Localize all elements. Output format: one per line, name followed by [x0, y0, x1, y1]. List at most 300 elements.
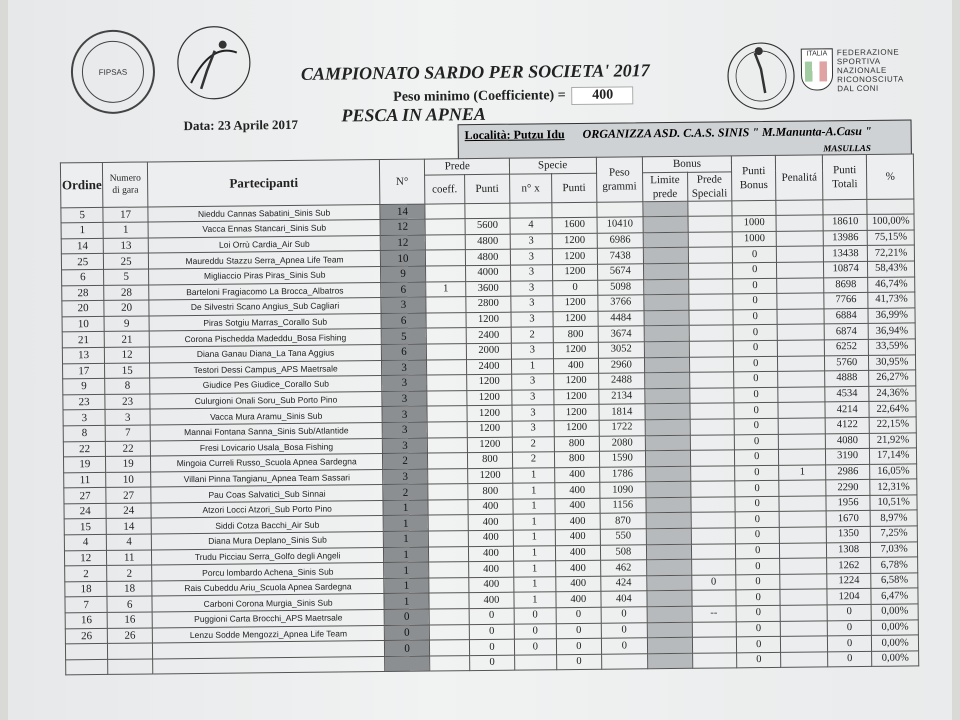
- col-prede: Prede: [424, 158, 509, 174]
- cell-team: Trudu Picciau Serra_Golfo degli Angeli: [151, 547, 384, 565]
- cell-limite: [646, 482, 691, 498]
- cell-totali: 1224: [827, 573, 872, 589]
- col-prede-speciali-l1: Prede: [696, 173, 722, 186]
- cell-pct: 72,21%: [868, 245, 915, 261]
- cell-pen: [779, 433, 826, 449]
- cell-speciali: [688, 294, 733, 310]
- cell-gara: 19: [106, 456, 151, 472]
- cell-speciali: [689, 341, 734, 357]
- cell-team: Culurgioni Onali Soru_Sub Porto Pino: [150, 391, 383, 409]
- cell-ordine: 17: [63, 363, 106, 379]
- fed-line: RICONOSCIUTA: [837, 74, 904, 85]
- cell-gara: 28: [104, 285, 149, 301]
- cell-bonus: 0: [737, 652, 782, 668]
- col-n: N°: [380, 159, 425, 204]
- col-punti-bonus: [731, 155, 776, 200]
- cell-pct: 7,25%: [871, 526, 918, 542]
- cell-gara: 12: [105, 347, 150, 363]
- cell-team: Mannai Fontana Sanna_Sinis Sub/Atlantide: [150, 422, 383, 440]
- cell-totali: 0: [827, 620, 872, 636]
- cell-n: 3: [382, 406, 427, 422]
- cell-peso: 10410: [597, 217, 644, 233]
- cell-n: 14: [380, 204, 425, 220]
- cell-limite: [646, 497, 691, 513]
- cell-limite: [647, 638, 692, 654]
- cell-bonus: 0: [734, 449, 779, 465]
- cell-speciali: [690, 481, 735, 497]
- fed-line: FEDERAZIONE: [836, 47, 900, 58]
- cell-totali: 6874: [824, 324, 869, 340]
- cell-peso: 1156: [600, 498, 647, 514]
- cell-punti2: 800: [555, 451, 600, 467]
- cell-coeff: 1: [425, 281, 466, 297]
- cell-bonus: 0: [735, 465, 780, 481]
- cell-pct: 0,00%: [871, 604, 918, 620]
- cell-gara: 4: [107, 534, 152, 550]
- col-limite: Limite: [650, 173, 680, 186]
- cell-pct: 6,47%: [871, 588, 918, 604]
- cell-limite: [644, 279, 689, 295]
- cell-gara: 24: [106, 503, 151, 519]
- cell-coeff: [426, 312, 467, 328]
- cell-team: Piras Sotgiu Marras_Corallo Sub: [149, 313, 382, 331]
- cell-bonus: 0: [734, 372, 779, 388]
- cell-totali: 2986: [826, 464, 871, 480]
- cell-speciali: [691, 528, 736, 544]
- cell-pen: [777, 309, 824, 325]
- cell-nx: 3: [510, 280, 553, 296]
- cell-peso: 2488: [598, 373, 645, 389]
- cell-pct: 30,95%: [869, 354, 916, 370]
- cell-limite: [644, 263, 689, 279]
- cell-punti2: 0: [557, 654, 602, 670]
- cas-sinis-logo-left: [170, 22, 257, 103]
- cell-punti2: 0: [557, 638, 602, 654]
- cell-pct: 24,36%: [869, 386, 916, 402]
- cell-punti: 4800: [465, 234, 510, 250]
- cell-gara: 18: [107, 581, 152, 597]
- cell-totali: 4214: [825, 402, 870, 418]
- cell-punti2: 800: [553, 327, 598, 343]
- cell-coeff: [429, 640, 470, 656]
- cell-totali: 1956: [826, 495, 871, 511]
- cell-gara: 25: [104, 253, 149, 269]
- cell-bonus: 0: [735, 527, 780, 543]
- cell-punti: 3600: [466, 281, 511, 297]
- cell-punti2: 1200: [553, 264, 598, 280]
- cell-ordine: 22: [63, 441, 106, 457]
- cell-peso: 424: [600, 576, 647, 592]
- cell-punti2: 1200: [554, 405, 599, 421]
- cell-punti2: 400: [555, 529, 600, 545]
- cell-speciali: [690, 419, 735, 435]
- cell-nx: 3: [511, 311, 554, 327]
- cell-nx: 1: [513, 561, 556, 577]
- col-peso: Peso: [608, 166, 630, 179]
- cell-limite: [644, 310, 689, 326]
- cell-punti2: [552, 202, 597, 218]
- italia-shield-icon: [801, 48, 833, 90]
- fed-line: NAZIONALE: [836, 65, 887, 76]
- cell-coeff: [427, 422, 468, 438]
- cell-speciali: [691, 590, 736, 606]
- cell-nx: 2: [511, 327, 554, 343]
- cell-n: 9: [381, 266, 426, 282]
- results-table: [60, 153, 919, 675]
- cell-limite: [645, 435, 690, 451]
- col-punti-bonus-l2: Bonus: [739, 178, 768, 192]
- cell-limite: [647, 622, 692, 638]
- cell-n: 0: [384, 609, 429, 625]
- cell-punti2: 1200: [553, 311, 598, 327]
- cell-bonus: 0: [734, 418, 779, 434]
- cell-peso: 1786: [599, 466, 646, 482]
- cell-ordine: 23: [63, 394, 106, 410]
- cell-totali: 4080: [825, 433, 870, 449]
- cell-peso: 2080: [599, 435, 646, 451]
- cell-coeff: [426, 328, 467, 344]
- cell-punti: 4000: [466, 265, 511, 281]
- cell-totali: 4534: [825, 386, 870, 402]
- cell-punti2: 0: [556, 623, 601, 639]
- col-specie: Specie: [509, 157, 596, 174]
- cell-team: Pau Coas Salvatici_Sub Sinnai: [151, 485, 384, 503]
- cell-coeff: [429, 593, 470, 609]
- cell-nx: 1: [511, 358, 554, 374]
- cell-gara: 8: [105, 378, 150, 394]
- cell-punti: 400: [469, 561, 514, 577]
- cell-nx: [514, 655, 557, 671]
- cell-team: Villani Pinna Tangianu_Apnea Team Sassari: [151, 469, 384, 487]
- cell-nx: 3: [511, 374, 554, 390]
- cell-speciali: [691, 512, 736, 528]
- cell-punti2: 400: [554, 358, 599, 374]
- cell-punti2: 1600: [552, 217, 597, 233]
- cell-coeff: [427, 406, 468, 422]
- cell-totali: 0: [827, 604, 872, 620]
- cell-nx: 1: [513, 499, 556, 515]
- cell-speciali: [692, 621, 737, 637]
- cell-coeff: [425, 250, 466, 266]
- cell-n: 3: [382, 375, 427, 391]
- cell-bonus: 0: [732, 262, 777, 278]
- discipline-title: PESCA IN APNEA: [341, 103, 486, 126]
- cell-nx: 3: [512, 421, 555, 437]
- cell-speciali: [689, 356, 734, 372]
- cell-coeff: [425, 266, 466, 282]
- cell-n: 3: [382, 391, 427, 407]
- cell-pen: [778, 340, 825, 356]
- cell-pen: [778, 355, 825, 371]
- cell-n: 1: [383, 516, 428, 532]
- cell-coeff: [426, 297, 467, 313]
- cell-ordine: 1: [61, 223, 104, 239]
- cell-punti2: 800: [554, 436, 599, 452]
- cell-gara: 20: [104, 300, 149, 316]
- cell-pen: [778, 324, 825, 340]
- cell-gara: 1: [103, 222, 148, 238]
- cell-speciali: [689, 372, 734, 388]
- cell-punti2: 400: [556, 545, 601, 561]
- cell-pen: [777, 277, 824, 293]
- cell-gara: 9: [104, 316, 149, 332]
- cell-punti: [465, 203, 510, 219]
- cell-ordine: 10: [62, 316, 105, 332]
- cell-gara: [108, 643, 153, 659]
- cell-peso: [596, 201, 643, 217]
- cell-totali: 10874: [823, 261, 868, 277]
- cell-nx: 4: [510, 218, 553, 234]
- cell-ordine: 6: [62, 269, 105, 285]
- cell-pen: [779, 480, 826, 496]
- cell-nx: 1: [512, 467, 555, 483]
- cell-coeff: [427, 437, 468, 453]
- cell-totali: 4122: [825, 417, 870, 433]
- cell-n: 1: [384, 547, 429, 563]
- cell-n: 12: [381, 235, 426, 251]
- cell-punti: 800: [468, 452, 513, 468]
- cell-pct: 22,64%: [869, 401, 916, 417]
- cell-punti: 0: [470, 655, 515, 671]
- cell-gara: 14: [107, 518, 152, 534]
- cell-coeff: [429, 655, 470, 671]
- cell-pct: 75,15%: [868, 230, 915, 246]
- fipsas-seal-logo: [71, 29, 156, 114]
- cell-speciali: [688, 232, 733, 248]
- cas-sinis-logo-right: [719, 39, 804, 114]
- cell-limite: [647, 560, 692, 576]
- cell-pct: 22,15%: [869, 417, 916, 433]
- cell-coeff: [429, 624, 470, 640]
- cell-gara: 21: [105, 331, 150, 347]
- cell-punti: 400: [468, 530, 513, 546]
- cell-speciali: 0: [691, 575, 736, 591]
- cell-ordine: 24: [64, 503, 107, 519]
- cell-speciali: [692, 637, 737, 653]
- cell-limite: [647, 544, 692, 560]
- cell-nx: 0: [514, 623, 557, 639]
- cell-punti2: 400: [556, 561, 601, 577]
- cell-pen: [780, 527, 827, 543]
- cell-team: Nieddu Cannas Sabatini_Sinis Sub: [148, 204, 381, 222]
- cell-ordine: 20: [62, 301, 105, 317]
- cell-bonus: 1000: [732, 231, 777, 247]
- cell-pen: [779, 449, 826, 465]
- cell-nx: [510, 202, 553, 218]
- cell-n: 3: [382, 422, 427, 438]
- cell-peso: 508: [600, 544, 647, 560]
- cell-n: 0: [385, 640, 430, 656]
- cell-coeff: [428, 484, 469, 500]
- cell-peso: 2960: [598, 357, 645, 373]
- cell-team: Porcu lombardo Achena_Sinis Sub: [152, 563, 385, 581]
- cell-totali: 1308: [826, 542, 871, 558]
- cell-coeff: [428, 562, 469, 578]
- col-numero-gara: [103, 162, 148, 207]
- cell-limite: [644, 326, 689, 342]
- cell-punti: 2000: [467, 343, 512, 359]
- results-body: [61, 199, 919, 676]
- cell-limite: [645, 357, 690, 373]
- cell-nx: 3: [510, 234, 553, 250]
- federazione-text: [837, 48, 904, 94]
- cell-n: 1: [384, 562, 429, 578]
- cell-limite: [646, 466, 691, 482]
- cell-n: 3: [381, 297, 426, 313]
- cell-punti2: 400: [556, 576, 601, 592]
- col-punti-totali: [822, 154, 867, 199]
- cell-bonus: 0: [733, 340, 778, 356]
- col-limite-prede: [643, 172, 688, 201]
- cell-bonus: 0: [734, 387, 779, 403]
- cell-bonus: 0: [735, 496, 780, 512]
- cell-team: Giudice Pes Giudice_Corallo Sub: [150, 376, 383, 394]
- cell-n: 6: [381, 313, 426, 329]
- col-pct: %: [867, 154, 914, 199]
- cell-limite: [643, 232, 688, 248]
- cell-gara: 22: [106, 440, 151, 456]
- col-punti-bonus-l1: Punti: [742, 164, 766, 178]
- cell-punti2: 0: [553, 280, 598, 296]
- cell-ordine: 16: [65, 612, 108, 628]
- cell-team: Atzori Locci Atzori_Sub Porto Pino: [151, 500, 384, 518]
- cell-punti2: 400: [555, 467, 600, 483]
- cell-limite: [647, 575, 692, 591]
- cell-ordine: 15: [64, 519, 107, 535]
- cell-ordine: 21: [62, 332, 105, 348]
- cell-speciali: [690, 497, 735, 513]
- cell-peso: 870: [600, 513, 647, 529]
- col-peso-grammi: [596, 157, 643, 202]
- championship-title: CAMPIONATO SARDO PER SOCIETA' 2017: [300, 60, 650, 84]
- cell-pen: [781, 652, 828, 668]
- cell-pct: 21,92%: [870, 432, 917, 448]
- fed-line: SPORTIVA: [836, 56, 881, 67]
- cell-bonus: 0: [735, 512, 780, 528]
- cell-team: Puggioni Carta Brocchi_APS Maetrsale: [152, 610, 385, 628]
- cell-ordine: 14: [61, 238, 104, 254]
- cell-pct: 36,94%: [869, 323, 916, 339]
- cell-pct: 0,00%: [872, 620, 919, 636]
- cell-punti: 400: [468, 499, 513, 515]
- cell-pen: [780, 574, 827, 590]
- cell-peso: 0: [601, 607, 648, 623]
- cell-pct: 46,74%: [868, 277, 915, 293]
- col-punti-totali-l2: Totali: [831, 177, 858, 191]
- cell-limite: [647, 591, 692, 607]
- cell-totali: 0: [827, 636, 872, 652]
- cell-bonus: 0: [733, 278, 778, 294]
- cell-peso: 0: [601, 638, 648, 654]
- col-ordine: Ordine: [60, 162, 103, 207]
- cell-punti: 0: [469, 624, 514, 640]
- cell-limite: [645, 372, 690, 388]
- cell-pen: [777, 293, 824, 309]
- cell-nx: 3: [510, 249, 553, 265]
- cell-pen: [780, 543, 827, 559]
- cell-punti2: 400: [555, 498, 600, 514]
- cell-bonus: 1000: [732, 216, 777, 232]
- cell-n: 3: [383, 469, 428, 485]
- organizer: ORGANIZZA ASD. C.A.S. SINIS " M.Manunta-A.Casu ": [582, 123, 872, 141]
- event-date: Data: 23 Aprile 2017: [183, 116, 299, 134]
- cell-ordine: 3: [63, 410, 106, 426]
- cell-punti: 400: [468, 515, 513, 531]
- cell-speciali: [692, 653, 737, 669]
- cell-speciali: [688, 278, 733, 294]
- cell-bonus: 0: [736, 559, 781, 575]
- cell-punti: 2800: [466, 296, 511, 312]
- cell-speciali: [691, 559, 736, 575]
- cell-speciali: [688, 216, 733, 232]
- cell-nx: 1: [512, 483, 555, 499]
- cell-bonus: 0: [734, 434, 779, 450]
- cell-pen: [777, 246, 824, 262]
- cell-speciali: [689, 388, 734, 404]
- cell-pen: [781, 605, 828, 621]
- cell-coeff: [429, 577, 470, 593]
- cell-bonus: 0: [733, 325, 778, 341]
- cell-limite: [645, 419, 690, 435]
- cell-limite: [646, 513, 691, 529]
- cell-ordine: [66, 659, 109, 675]
- cell-punti: 1200: [468, 468, 513, 484]
- fipsas-seal-text: FIPSAS: [98, 67, 128, 77]
- cell-coeff: [428, 531, 469, 547]
- cell-coeff: [426, 344, 467, 360]
- cell-peso: 550: [600, 529, 647, 545]
- cell-pen: [776, 199, 823, 215]
- cell-totali: 5760: [824, 355, 869, 371]
- paper-sheet: [8, 0, 952, 720]
- cell-ordine: 8: [63, 425, 106, 441]
- cell-n: 3: [382, 360, 427, 376]
- cell-totali: 8698: [824, 277, 869, 293]
- cell-punti2: 400: [556, 592, 601, 608]
- peso-label: Peso minimo (Coefficiente) =: [393, 88, 566, 105]
- organizer-town: MASULLAS: [823, 142, 871, 154]
- cell-team: Lenzu Sodde Mengozzi_Apnea Life Team: [152, 625, 385, 643]
- peso-value: 400: [572, 86, 634, 105]
- cell-peso: 3052: [598, 342, 645, 358]
- cell-nx: 1: [513, 577, 556, 593]
- cell-speciali: [690, 466, 735, 482]
- cell-team: Rais Cubeddu Ariu_Scuola Apnea Sardegna: [152, 578, 385, 596]
- cell-team: Carboni Corona Murgia_Sinis Sub: [152, 594, 385, 612]
- italia-label: ITALIA: [806, 50, 828, 58]
- cell-peso: 1722: [599, 420, 646, 436]
- cell-limite: [646, 528, 691, 544]
- cell-pen: [781, 636, 828, 652]
- cell-coeff: [428, 546, 469, 562]
- cell-coeff: [428, 500, 469, 516]
- cell-bonus: 0: [736, 605, 781, 621]
- cell-limite: [643, 217, 688, 233]
- cell-limite: [647, 606, 692, 622]
- cell-punti2: 1200: [553, 295, 598, 311]
- cell-ordine: 25: [61, 254, 104, 270]
- cell-team: Vacca Mura Aramu_Sinis Sub: [150, 407, 383, 425]
- cell-totali: [823, 199, 868, 215]
- cell-n: 1: [384, 531, 429, 547]
- cell-bonus: 0: [734, 403, 779, 419]
- cell-pen: [780, 589, 827, 605]
- cell-speciali: [689, 403, 734, 419]
- cell-team: De Silvestri Scano Angius_Sub Cagliari: [149, 298, 382, 316]
- cell-ordine: 19: [63, 457, 106, 473]
- cell-pct: 6,78%: [871, 557, 918, 573]
- cell-gara: 17: [103, 207, 148, 223]
